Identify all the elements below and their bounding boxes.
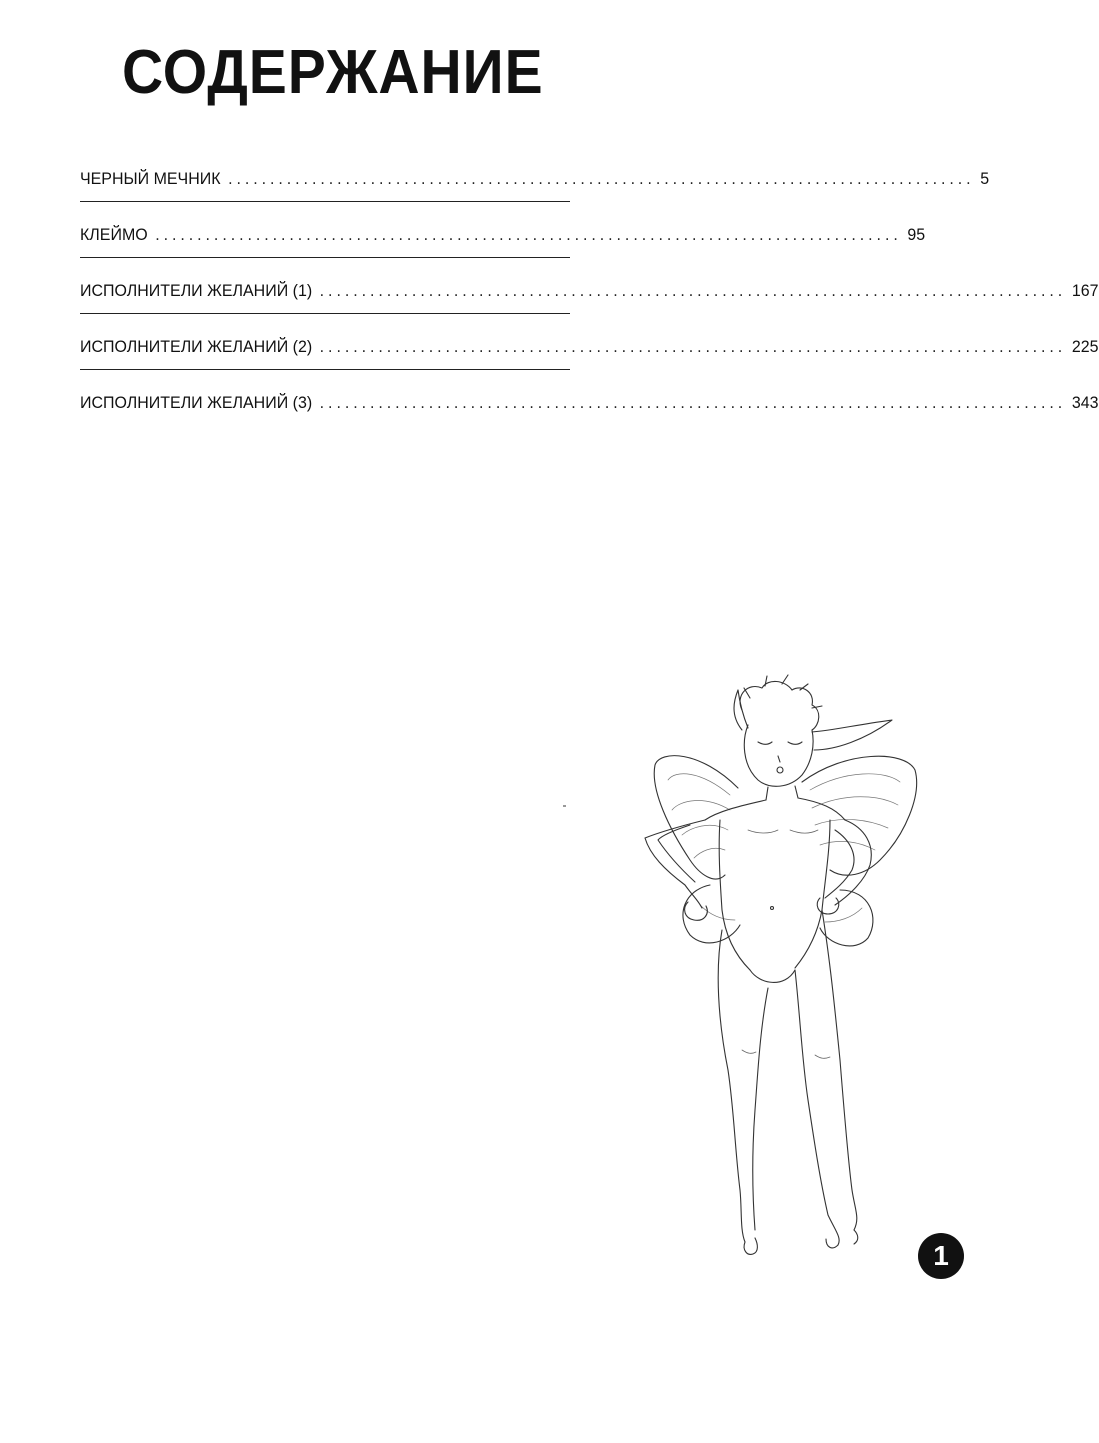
toc-row[interactable] (80, 272, 1099, 328)
page-title: СОДЕРЖАНИЕ (122, 38, 544, 107)
toc-leader-dots: ......................................................................................... (228, 169, 975, 188)
toc-leader-dots: ......................................................................................... (155, 225, 902, 244)
toc-entry-page: 167 (1071, 281, 1099, 300)
toc-leader-dots: ......................................................................................... (319, 281, 1067, 300)
toc-entry-title: КЛЕЙМО (80, 225, 148, 244)
toc-entry-page: 343 (1071, 393, 1099, 412)
fairy-illustration-icon (630, 670, 930, 1260)
toc-entry-title: ИСПОЛНИТЕЛИ ЖЕЛАНИЙ (2) (80, 337, 313, 356)
toc-entry-title: ИСПОЛНИТЕЛИ ЖЕЛАНИЙ (1) (80, 281, 313, 300)
toc-divider (80, 201, 570, 202)
print-speck (563, 805, 566, 807)
toc-divider (80, 257, 570, 258)
toc-leader-dots: ......................................................................................... (319, 393, 1067, 412)
toc-entry-title: ЧЕРНЫЙ МЕЧНИК (80, 169, 221, 188)
toc-leader-dots: ......................................................................................... (319, 337, 1067, 356)
toc-entry-page: 225 (1071, 337, 1099, 356)
toc-divider (80, 313, 570, 314)
toc-entry-page: 5 (980, 169, 990, 188)
toc-divider (80, 369, 570, 370)
toc-entry-page: 95 (907, 225, 926, 244)
toc-row[interactable] (80, 328, 1099, 384)
toc-row[interactable] (80, 384, 1099, 440)
toc-row[interactable] (80, 160, 990, 216)
table-of-contents (80, 160, 1099, 440)
toc-row[interactable] (80, 216, 926, 272)
toc-entry-title: ИСПОЛНИТЕЛИ ЖЕЛАНИЙ (3) (80, 393, 313, 412)
page-number-badge: 1 (918, 1233, 964, 1279)
